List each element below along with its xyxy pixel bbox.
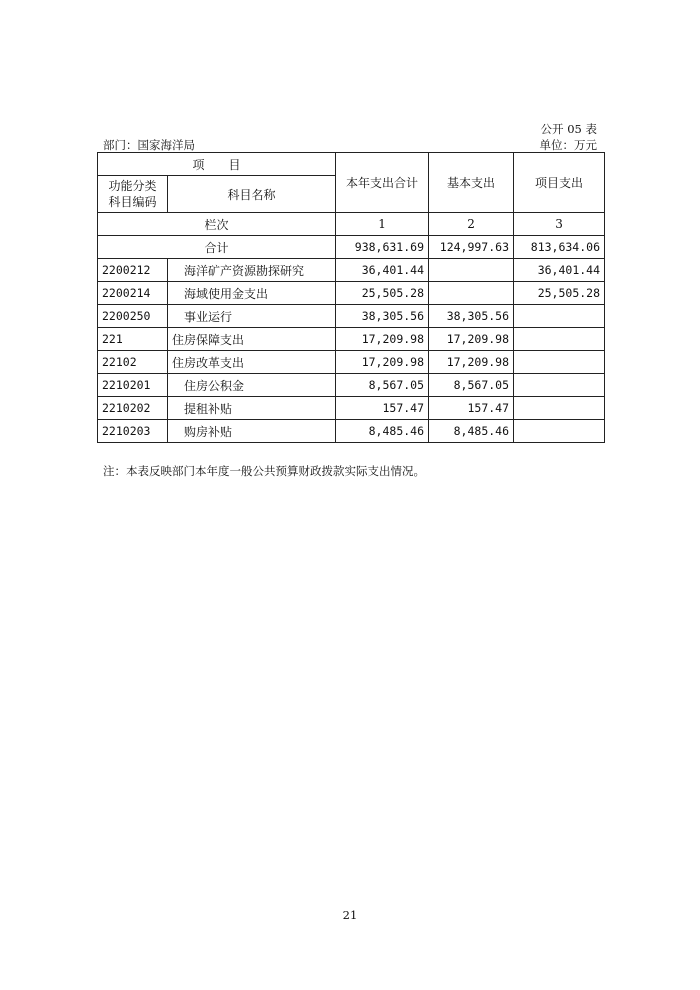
table-row	[98, 374, 605, 397]
sum-row	[98, 236, 605, 259]
row-code: 2210202	[98, 397, 168, 420]
row-code: 2200250	[98, 305, 168, 328]
row-total: 38,305.56	[336, 305, 429, 328]
row-basic: 17,209.98	[429, 351, 514, 374]
row-total: 25,505.28	[336, 282, 429, 305]
header-project: 项目支出	[514, 153, 605, 213]
department-label: 部门：国家海洋局	[103, 138, 195, 152]
table-row	[98, 420, 605, 443]
row-name: 事业运行	[168, 305, 336, 328]
row-basic	[429, 259, 514, 282]
row-basic	[429, 282, 514, 305]
unit-label: 单位：万元	[539, 138, 597, 152]
header-code-line2: 科目编码	[108, 195, 157, 209]
row-code: 221	[98, 328, 168, 351]
row-total: 157.47	[336, 397, 429, 420]
expenditure-table	[97, 152, 605, 443]
row-name: 海域使用金支出	[168, 282, 336, 305]
row-project	[514, 305, 605, 328]
index-row	[98, 213, 605, 236]
index-label: 栏次	[98, 213, 336, 236]
header-code	[98, 176, 168, 213]
row-basic: 8,485.46	[429, 420, 514, 443]
header-basic: 基本支出	[429, 153, 514, 213]
row-basic: 17,209.98	[429, 328, 514, 351]
table-row	[98, 259, 605, 282]
header-item: 项 目	[98, 153, 336, 176]
table-body	[98, 259, 605, 443]
row-name: 海洋矿产资源勘探研究	[168, 259, 336, 282]
header-row-1	[98, 153, 605, 176]
sum-total: 938,631.69	[336, 236, 429, 259]
table-note: 注：本表反映部门本年度一般公共预算财政拨款实际支出情况。	[103, 464, 425, 478]
row-code: 22102	[98, 351, 168, 374]
table-row	[98, 351, 605, 374]
row-name: 住房保障支出	[168, 328, 336, 351]
row-total: 8,567.05	[336, 374, 429, 397]
table-row	[98, 305, 605, 328]
row-code: 2200212	[98, 259, 168, 282]
row-name: 购房补贴	[168, 420, 336, 443]
row-total: 36,401.44	[336, 259, 429, 282]
row-project	[514, 420, 605, 443]
table-row	[98, 397, 605, 420]
row-project	[514, 374, 605, 397]
row-name: 住房公积金	[168, 374, 336, 397]
row-code: 2200214	[98, 282, 168, 305]
row-code: 2210201	[98, 374, 168, 397]
row-name: 住房改革支出	[168, 351, 336, 374]
table-row	[98, 282, 605, 305]
row-code: 2210203	[98, 420, 168, 443]
row-basic: 8,567.05	[429, 374, 514, 397]
row-total: 17,209.98	[336, 351, 429, 374]
sum-basic: 124,997.63	[429, 236, 514, 259]
row-project: 25,505.28	[514, 282, 605, 305]
row-basic: 157.47	[429, 397, 514, 420]
header-total: 本年支出合计	[336, 153, 429, 213]
row-basic: 38,305.56	[429, 305, 514, 328]
header-name: 科目名称	[168, 176, 336, 213]
page-number: 21	[342, 908, 358, 922]
index-1: 1	[336, 213, 429, 236]
row-total: 17,209.98	[336, 328, 429, 351]
index-2: 2	[429, 213, 514, 236]
row-total: 8,485.46	[336, 420, 429, 443]
sum-label: 合计	[98, 236, 336, 259]
row-name: 提租补贴	[168, 397, 336, 420]
header-code-line1: 功能分类	[108, 179, 157, 193]
row-project	[514, 397, 605, 420]
row-project: 36,401.44	[514, 259, 605, 282]
index-3: 3	[514, 213, 605, 236]
form-code: 公开 05 表	[540, 122, 597, 136]
row-project	[514, 351, 605, 374]
sum-project: 813,634.06	[514, 236, 605, 259]
table-row	[98, 328, 605, 351]
row-project	[514, 328, 605, 351]
